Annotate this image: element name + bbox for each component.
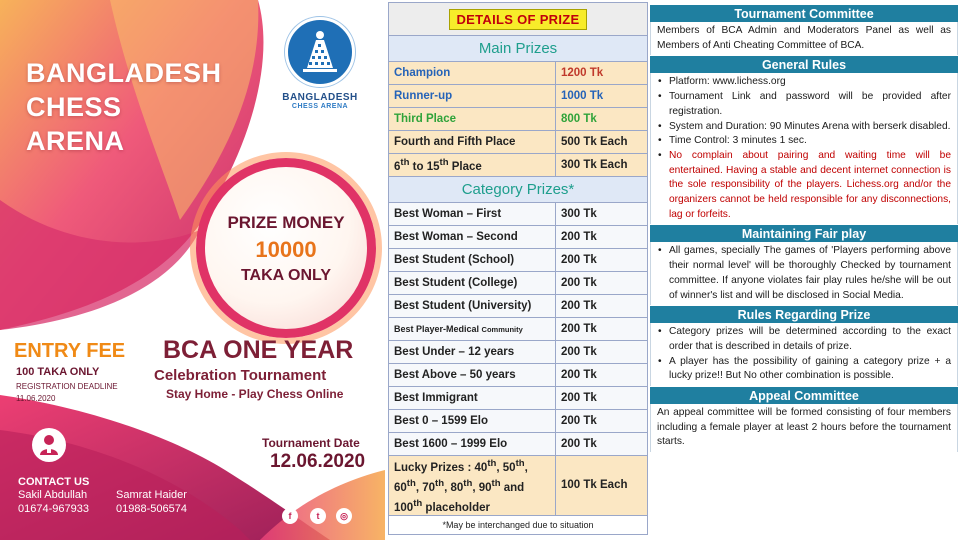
table-row (389, 226, 648, 249)
fair-play-body (650, 242, 958, 305)
lucky-prizes-description (389, 456, 556, 516)
general-rules-body (650, 73, 958, 224)
instagram-icon[interactable]: ◎ (336, 508, 352, 524)
table-row (389, 203, 648, 226)
table-row (389, 387, 648, 410)
list-item: • System and Duration: 90 Minutes Arena with berserk disabled. (657, 120, 951, 135)
table-row (389, 410, 648, 433)
place-num-1: 6 (394, 160, 401, 173)
organization-title (26, 56, 222, 158)
registration-deadline-date: 11.06.2020 (16, 394, 56, 403)
prize-amount: 1000 Tk (556, 85, 648, 108)
fair-play-heading: Maintaining Fair play (650, 224, 958, 242)
category-amount: 200 Tk (556, 226, 648, 249)
category-amount: 200 Tk (556, 295, 648, 318)
category-name: Best 1600 – 1999 Elo (389, 433, 556, 456)
prize-rules-body (650, 323, 958, 386)
lucky-text-8: and (500, 481, 525, 494)
event-title: BCA ONE YEAR (163, 336, 354, 364)
prize-rules-heading: Rules Regarding Prize (650, 305, 958, 323)
category-name: Best 0 – 1599 Elo (389, 410, 556, 433)
place-sup-2: th (439, 157, 449, 169)
lucky-ord-4: th (435, 477, 445, 489)
lucky-text-9: 100 (394, 501, 414, 514)
category-amount: 200 Tk (556, 364, 648, 387)
list-item: • Tournament Link and password will be provided after registration. (657, 90, 951, 119)
category-name: Best Woman – First (389, 203, 556, 226)
category-prizes-header-row (389, 177, 648, 203)
contact-label: CONTACT US (18, 476, 90, 488)
prize-place: Champion (389, 62, 556, 85)
list-item: • A player has the possibility of gaining a category prize + a lucky prize!! But No other combination is possible. (657, 355, 951, 384)
registration-deadline-label: REGISTRATION DEADLINE (16, 382, 118, 391)
table-row (389, 318, 648, 341)
prize-money-label: PRIZE MONEY (227, 213, 345, 232)
appeal-committee-text: An appeal committee will be formed consisting of four members including a female player at least 2 hours before the tournament starts. (657, 407, 951, 448)
lucky-prizes-row (389, 456, 648, 516)
lucky-text-3: , (524, 461, 528, 474)
table-row (389, 131, 648, 154)
contact-2-phone: 01988-506574 (116, 503, 187, 515)
tournament-committee-body (650, 22, 958, 55)
appeal-committee-heading: Appeal Committee (650, 386, 958, 404)
category-prizes-heading: Category Prizes* (389, 177, 648, 203)
table-row (389, 272, 648, 295)
prize-money-amount: 10000 (255, 237, 317, 262)
prize-amount: 1200 Tk (556, 62, 648, 85)
rules-panel (650, 4, 958, 452)
prize-place: Fourth and Fifth Place (389, 131, 556, 154)
lucky-text-2: , 50 (496, 461, 516, 474)
list-item: • Platform: www.lichess.org (657, 75, 951, 90)
category-amount: 200 Tk (556, 272, 648, 295)
entry-fee-title: ENTRY FEE (14, 340, 126, 362)
general-rules-heading: General Rules (650, 55, 958, 73)
table-row (389, 295, 648, 318)
prize-amount: 800 Tk (556, 108, 648, 131)
footnote-row (389, 516, 648, 535)
category-amount: 200 Tk (556, 249, 648, 272)
lucky-ord-2: th (515, 458, 525, 469)
tournament-date-label: Tournament Date (262, 436, 360, 450)
lucky-text-7: , 90 (472, 481, 492, 494)
logo-text (270, 92, 370, 110)
table-row (389, 364, 648, 387)
category-name (389, 318, 556, 341)
twitter-icon[interactable]: t (310, 508, 326, 524)
lucky-text-6: , 80 (444, 481, 464, 494)
prize-table-heading: DETAILS OF PRIZE (449, 9, 586, 30)
prize-money-unit: TAKA ONLY (240, 267, 332, 284)
prize-amount: 500 Tk Each (556, 131, 648, 154)
category-name: Best Student (University) (389, 295, 556, 318)
place-sup-1: th (400, 157, 410, 169)
event-tagline: Stay Home - Play Chess Online (166, 387, 344, 401)
table-row (389, 108, 648, 131)
main-prizes-header-row (389, 36, 648, 62)
table-row (389, 249, 648, 272)
prize-place: Runner-up (389, 85, 556, 108)
category-amount: 200 Tk (556, 410, 648, 433)
prize-amount: 300 Tk Each (556, 154, 648, 177)
contact-1-name: Sakil Abdullah (18, 489, 88, 501)
general-rules-warning: • No complain about pairing and waiting time will be entertained. Having a stable and decent internet connection is the sole responsibility of the players. Lichess.org and/or the organizers cannot be held responsible for any disconnections, lag or forfeits. (657, 149, 951, 223)
fair-play-text: • All games, specially The games of 'Players performing above their normal level' will be thoroughly Checked by tournament committee. If anyone violates fair play rules he/she will be out of winner's list and will be disclosed in Social Media. (657, 244, 951, 303)
contact-person-icon (32, 428, 66, 462)
event-subtitle: Celebration Tournament (154, 367, 327, 384)
list-item: • Category prizes will be determined according to the exact order that is described in details of prize. (657, 325, 951, 354)
logo-text-line-1: BANGLADESH (282, 92, 358, 103)
lucky-prizes-amount: 100 Tk Each (556, 456, 648, 516)
prize-details-table (388, 2, 648, 535)
table-row (389, 85, 648, 108)
category-name: Best Immigrant (389, 387, 556, 410)
table-row (389, 62, 648, 85)
lucky-text-10: placeholder (422, 501, 490, 514)
lucky-text-5: , 70 (415, 481, 436, 494)
place-num-2: to 15 (409, 160, 440, 173)
lucky-text-1: Lucky Prizes : 40 (394, 461, 488, 474)
category-amount: 300 Tk (556, 203, 648, 226)
entry-fee-amount: 100 TAKA ONLY (16, 366, 100, 378)
contact-1-phone: 01674-967933 (18, 503, 89, 515)
facebook-icon[interactable]: f (282, 508, 298, 524)
lucky-ord-1: th (487, 458, 497, 469)
lucky-text-4: 60 (394, 481, 407, 494)
tournament-committee-text: Members of BCA Admin and Moderators Panel as well as Members of Anti Cheating Committee of BCA. (657, 25, 951, 51)
chess-pawn-logo-icon (285, 17, 355, 87)
prize-place (389, 154, 556, 177)
category-name: Best Student (School) (389, 249, 556, 272)
logo-text-line-2: CHESS ARENA (291, 103, 349, 110)
tournament-committee-heading: Tournament Committee (650, 4, 958, 22)
table-row (389, 154, 648, 177)
lucky-ord-6: th (491, 477, 501, 489)
category-amount: 200 Tk (556, 433, 648, 456)
main-prizes-heading: Main Prizes (389, 36, 648, 62)
category-name: Best Under – 12 years (389, 341, 556, 364)
prize-footnote: *May be interchanged due to situation (389, 516, 648, 535)
contact-2-name: Samrat Haider (116, 489, 187, 501)
medical-main: Best Player-Medical (394, 324, 482, 334)
prize-table-title-row (389, 3, 648, 36)
place-suffix: Place (448, 160, 482, 173)
general-rules-list (657, 75, 951, 222)
prize-money-badge (196, 158, 376, 338)
org-title-line-3: ARENA (26, 126, 125, 156)
lucky-ord-3: th (406, 477, 416, 489)
category-name: Best Above – 50 years (389, 364, 556, 387)
category-name: Best Student (College) (389, 272, 556, 295)
medical-small: Community (481, 325, 523, 334)
prize-place: Third Place (389, 108, 556, 131)
category-amount: 200 Tk (556, 318, 648, 341)
org-title-line-2: CHESS (26, 92, 122, 122)
lucky-ord-5: th (463, 477, 473, 489)
tournament-date-value: 12.06.2020 (270, 451, 366, 472)
appeal-committee-body (650, 404, 958, 452)
category-amount: 200 Tk (556, 341, 648, 364)
list-item: • Time Control: 3 minutes 1 sec. (657, 134, 951, 149)
event-poster (0, 0, 385, 540)
category-name: Best Woman – Second (389, 226, 556, 249)
org-title-line-1: BANGLADESH (26, 58, 222, 88)
table-row (389, 341, 648, 364)
table-row (389, 433, 648, 456)
lucky-ord-7: th (413, 497, 423, 509)
category-amount: 200 Tk (556, 387, 648, 410)
